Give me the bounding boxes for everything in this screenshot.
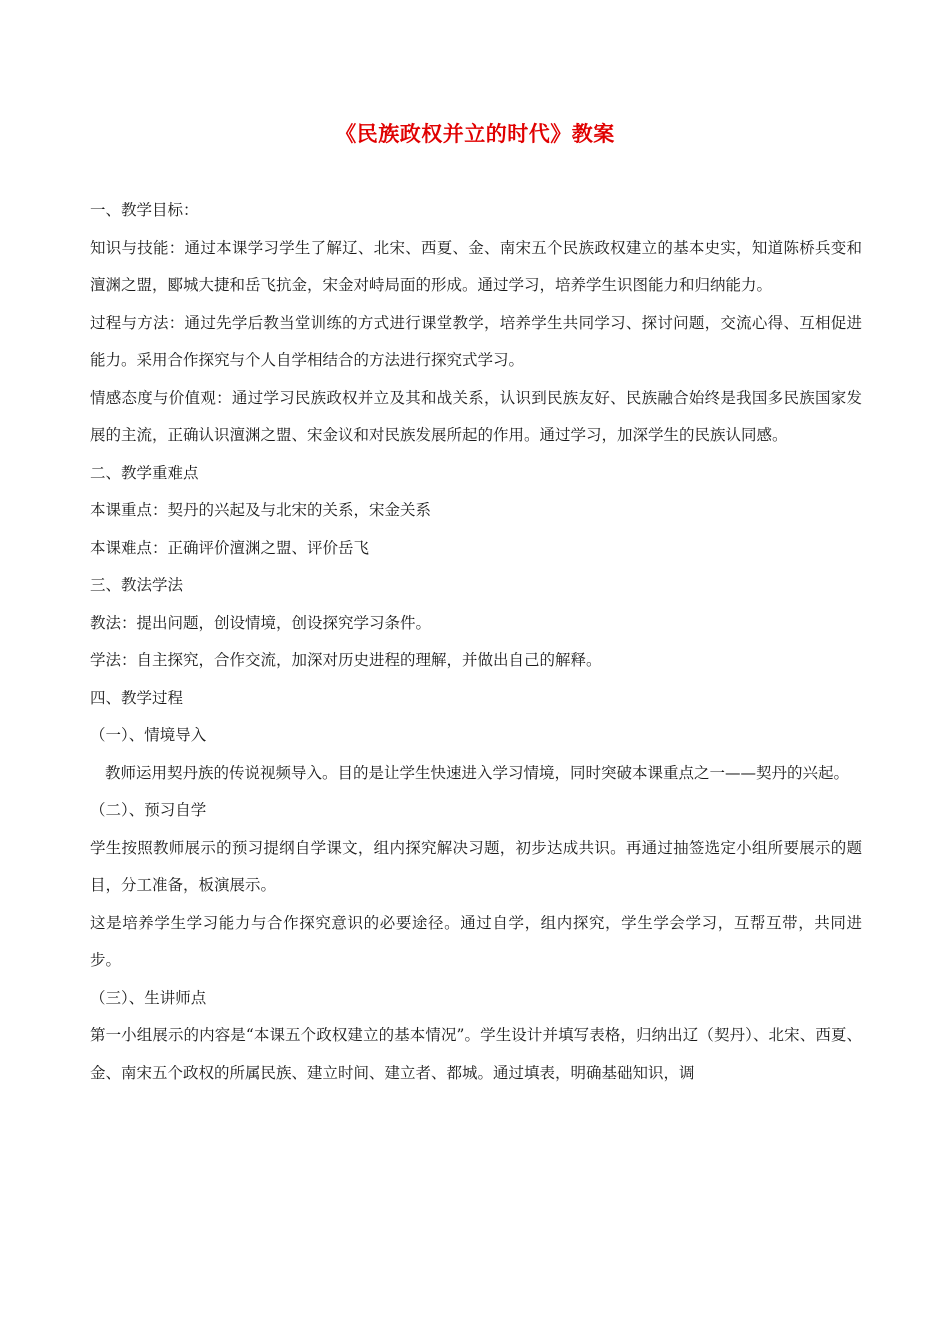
subheading-preview: （二）、预习自学 xyxy=(90,801,207,819)
document-title: 《民族政权并立的时代》教案 xyxy=(335,122,615,146)
section-heading-process: 四、教学过程 xyxy=(90,688,184,707)
paragraph-group-one: 第一小组展示的内容是“本课五个政权建立的基本情况”。学生设计并填写表格，归纳出辽（契丹）、北宋、西夏、金、南宋五个政权的所属民族、建立时间、建立者、都城。通过填表，明确基础知识，调 xyxy=(90,1026,862,1082)
paragraph-process-methods: 过程与方法：通过先学后教当堂训练的方式进行课堂教学，培养学生共同学习、探讨问题，交流心得、互相促进能力。采用合作探究与个人自学相结合的方法进行探究式学习。 xyxy=(90,313,862,369)
subheading-student-lecture: （三）、生讲师点 xyxy=(90,988,207,1007)
paragraph-knowledge-skills: 知识与技能：通过本课学习学生了解辽、北宋、西夏、金、南宋五个民族政权建立的基本史实，知道陈桥兵变和澶渊之盟，郾城大捷和岳飞抗金，宋金对峙局面的形成。通过学习，培养学生识图能力和归纳能力。 xyxy=(90,238,862,294)
paragraph-teaching-method: 教法：提出问题，创设情境，创设探究学习条件。 xyxy=(90,613,432,632)
section-heading-key-points: 二、教学重难点 xyxy=(90,463,199,482)
paragraph-preview-purpose: 这是培养学生学习能力与合作探究意识的必要途径。通过自学，组内探究，学生学会学习，互帮互带，共同进步。 xyxy=(90,913,862,969)
paragraph-introduction: 教师运用契丹族的传说视频导入。目的是让学生快速进入学习情境，同时突破本课重点之一——契丹的兴起。 xyxy=(105,763,850,782)
subheading-introduction: （一）、情境导入 xyxy=(90,726,207,744)
paragraph-emotion-values: 情感态度与价值观：通过学习民族政权并立及其和战关系，认识到民族友好、民族融合始终是我国多民族国家发展的主流，正确认识澶渊之盟、宋金议和对民族发展所起的作用。通过学习，加深学生的民族认同感。 xyxy=(90,388,862,444)
section-heading-objectives: 一、教学目标： xyxy=(90,201,199,219)
document-body xyxy=(90,192,862,1092)
section-heading-methods: 三、教法学法 xyxy=(90,576,184,594)
paragraph-difficult-point: 本课难点：正确评价澶渊之盟、评价岳飞 xyxy=(90,538,370,557)
paragraph-preview: 学生按照教师展示的预习提纲自学课文，组内探究解决习题，初步达成共识。再通过抽签选定小组所要展示的题目，分工准备，板演展示。 xyxy=(90,838,862,894)
paragraph-key-point: 本课重点：契丹的兴起及与北宋的关系，宋金关系 xyxy=(90,501,432,519)
paragraph-learning-method: 学法：自主探究，合作交流，加深对历史进程的理解，并做出自己的解释。 xyxy=(90,651,602,669)
